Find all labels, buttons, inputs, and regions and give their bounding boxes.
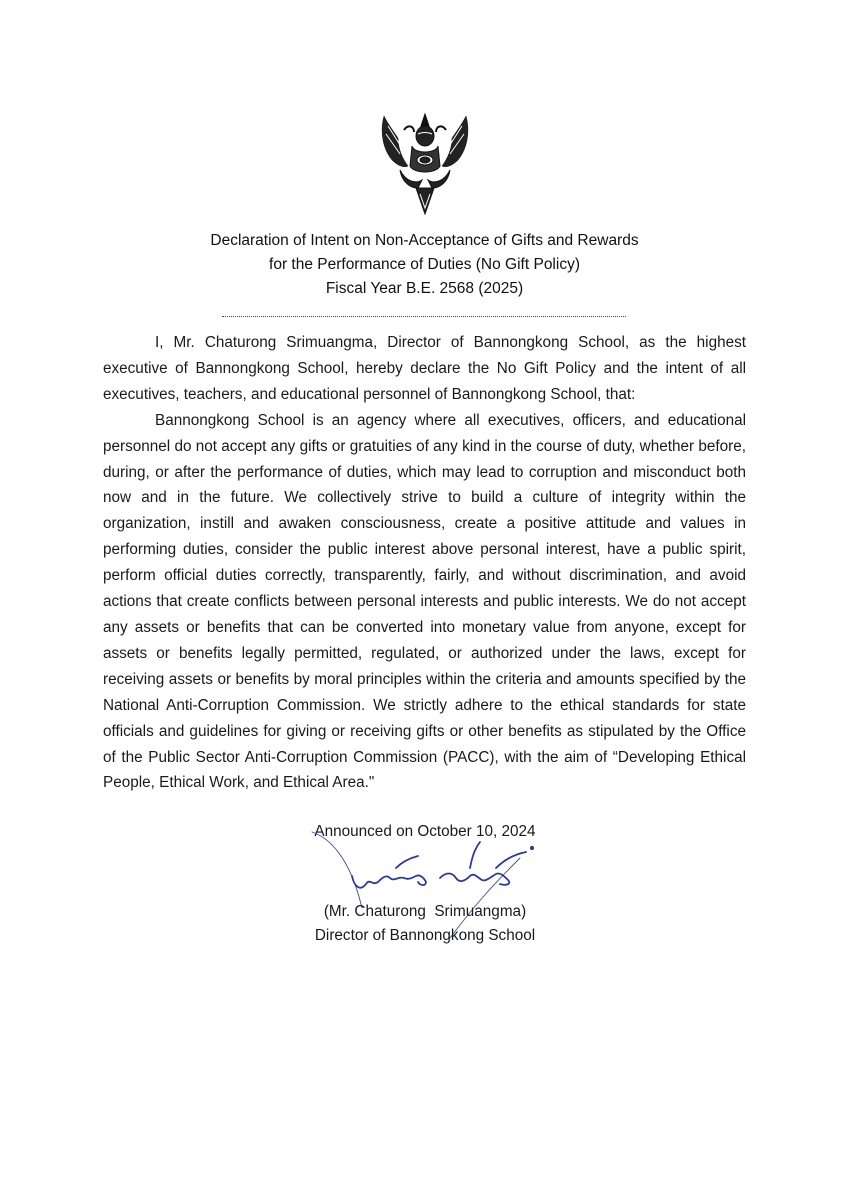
title-line-3: Fiscal Year B.E. 2568 (2025): [325, 280, 524, 297]
paragraph-policy: Bannongkong School is an agency where all executives, officers, and educational personnel do not accept any gifts or gratuities of any kind in the course of duty, whether before, during, or after the performance of duties, which may lead to corruption and misconduct both now and in the future. We collectively strive to build a culture of integrity within the organization, instill and awaken consciousness, create a positive attitude and values in performing duties, consider the public interest above personal interest, have a public spirit, perform official duties correctly, transparently, fairly, and without discrimination, and avoid actions that create conflicts between personal interests and public interests. We do not accept any assets or benefits that can be converted into monetary value from anyone, except for assets or benefits legally permitted, regulated, or authorized under the laws, except for receiving assets or benefits by moral principles within the criteria and amounts specified by the National Anti-Corruption Commission. We strictly adhere to the ethical standards for state officials and guidelines for giving or receiving gifts or other benefits as stipulated by the Office of the Public Sector Anti-Corruption Commission (PACC), with the aim of “Developing Ethical People, Ethical Work, and Ethical Area.": [103, 411, 746, 792]
signer-name: (Mr. Chaturong Srimuangma): [323, 903, 527, 920]
announcement-date: Announced on October 10, 2024: [314, 823, 536, 840]
paragraph-intro: I, Mr. Chaturong Srimuangma, Director of Bannongkong School, as the highest executive of Bannongkong School, hereby declare the No Gift Policy and the intent of all executives, teachers, and educational personnel of Bannongkong School, that:: [103, 334, 746, 403]
signer-position: Director of Bannongkong School: [314, 927, 536, 944]
dotted-divider: [222, 314, 626, 317]
document-title: [100, 229, 749, 301]
title-line-1: Declaration of Intent on Non-Acceptance of Gifts and Rewards: [210, 232, 639, 249]
title-line-2: for the Performance of Duties (No Gift Policy): [269, 256, 580, 273]
garuda-emblem-icon: [378, 108, 472, 218]
document-body: [103, 330, 746, 796]
